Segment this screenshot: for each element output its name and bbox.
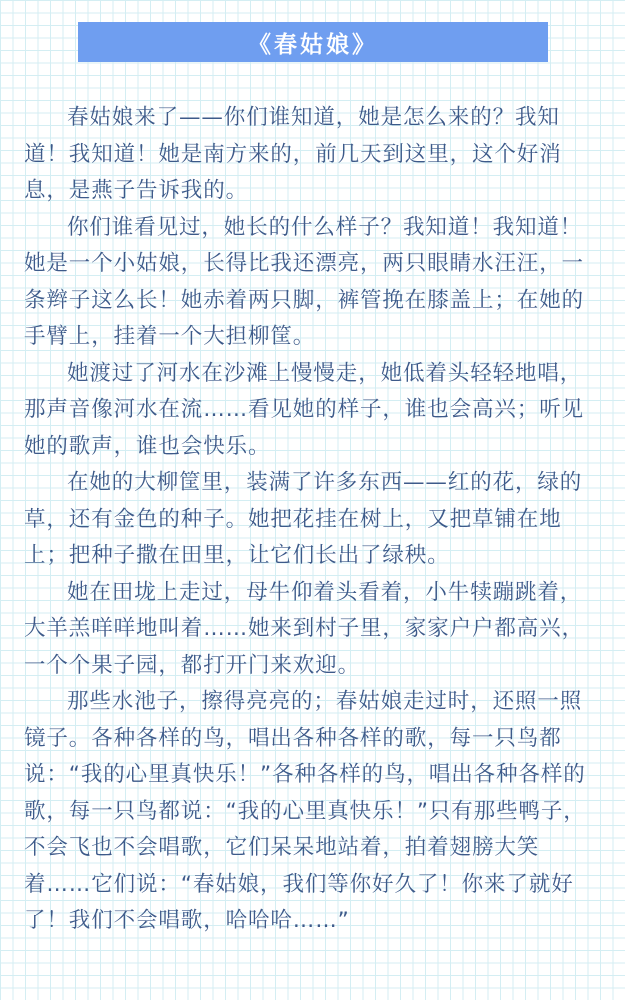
paragraph: 她渡过了河水在沙滩上慢慢走，她低着头轻轻地唱，那声音像河水在流……看见她的样子，谁也会高兴；听见她的歌声，谁也会快乐。 xyxy=(24,360,585,459)
paragraph: 那些水池子，擦得亮亮的；春姑娘走过时，还照一照镜子。各种各样的鸟，唱出各种各样的歌，每一只鸟都说：“我的心里真快乐！”各种各样的鸟，唱出各种各样的歌，每一只鸟都说：“我的心里真快乐！”只有那些鸭子，不会飞也不会唱歌，它们呆呆地站着，拍着翅膀大笑着……它们说：“春姑娘，我们等你好久了！你来了就好了！我们不会唱歌，哈哈哈……” xyxy=(24,689,586,933)
paragraph: 春姑娘来了——你们谁知道，她是怎么来的？我知道！我知道！她是南方来的，前几天到这里，这个好消息，是燕子告诉我的。 xyxy=(24,105,562,203)
paragraph: 在她的大柳筐里，装满了许多东西——红的花，绿的草，还有金色的种子。她把花挂在树上，又把草铺在地上；把种子撒在田里，让它们长出了绿秧。 xyxy=(24,470,583,568)
article-body xyxy=(24,100,604,940)
paragraph: 你们谁看见过，她长的什么样子？我知道！我知道！她是一个小姑娘，长得比我还漂亮，两只眼睛水汪汪，一条辫子这么长！她赤着两只脚，裤管挽在膝盖上；在她的手臂上，挂着一个大担柳筐。 xyxy=(24,214,585,349)
paragraph: 她在田垅上走过，母牛仰着头看着，小牛犊蹦跳着，大羊羔咩咩地叫着……她来到村子里，家家户户都高兴，一个个果子园，都打开门来欢迎。 xyxy=(24,579,585,678)
title-banner xyxy=(78,22,548,62)
page-title: 《春姑娘》 xyxy=(248,31,378,58)
